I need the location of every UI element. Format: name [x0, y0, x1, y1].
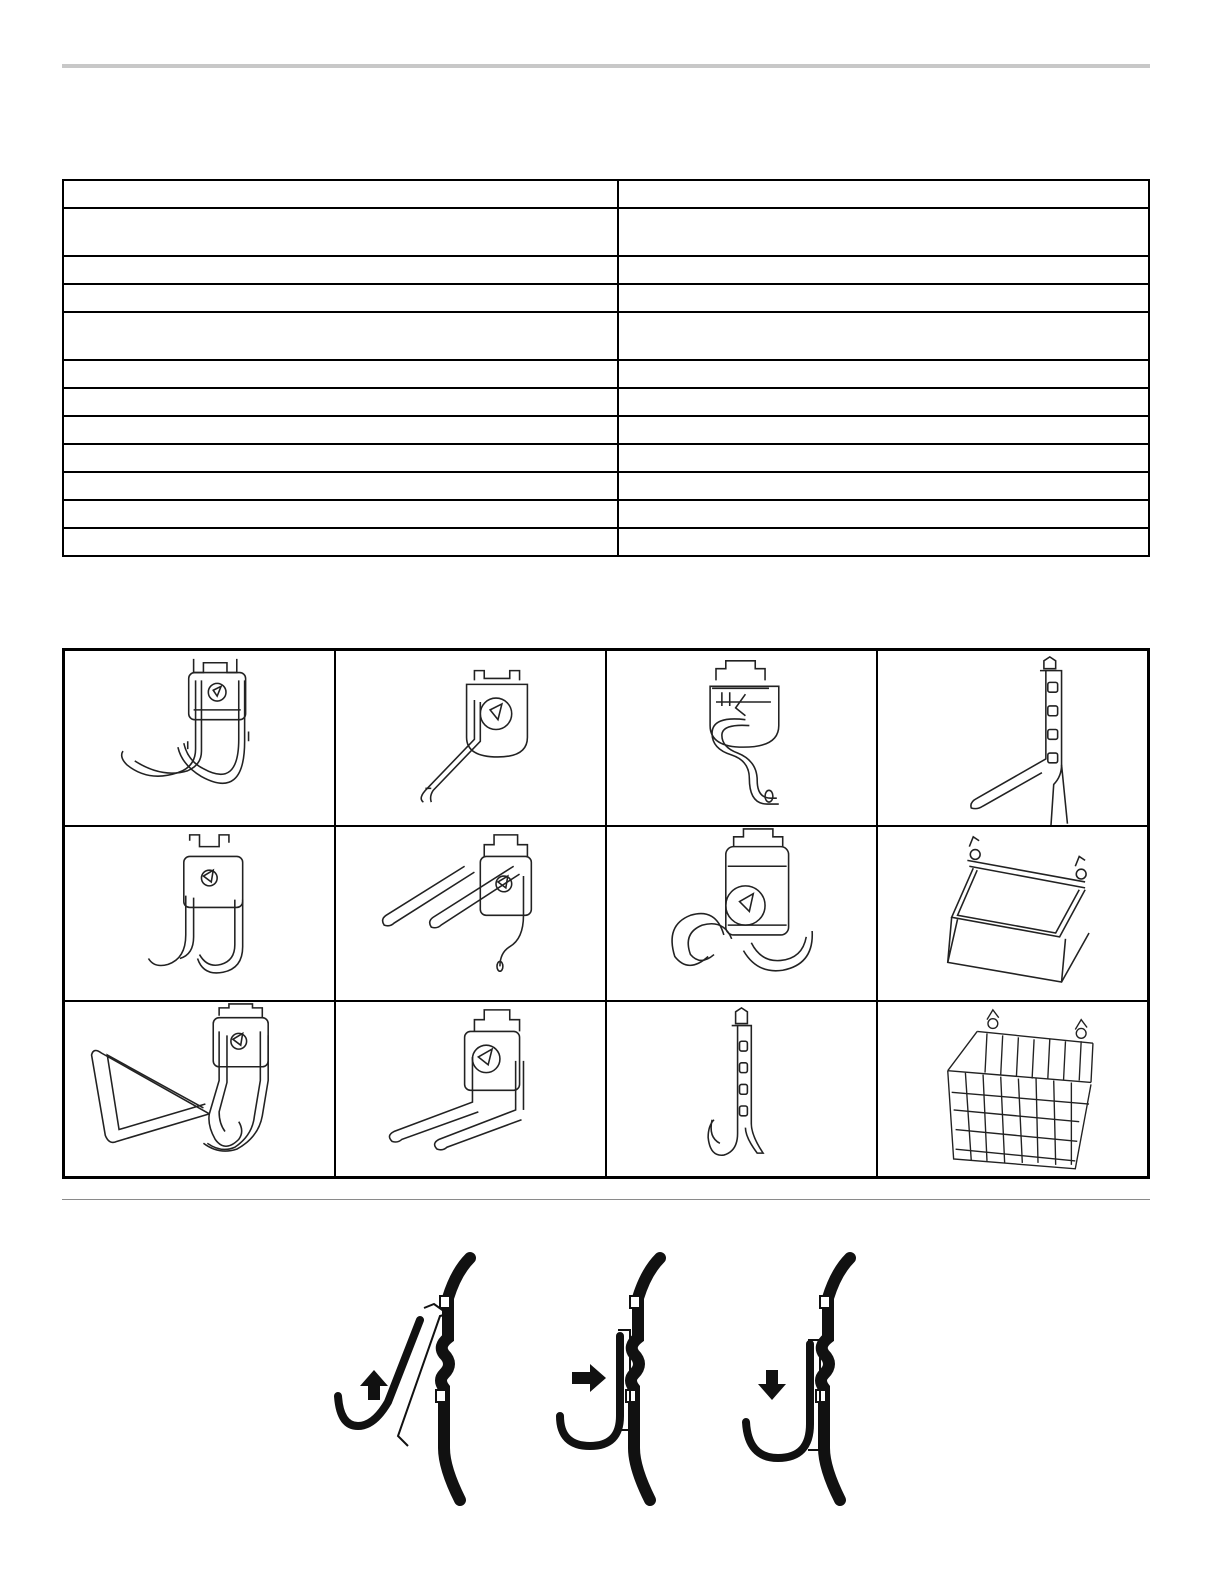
table-row — [63, 312, 1149, 360]
top-rule — [62, 64, 1150, 68]
table-cell — [618, 528, 1149, 556]
table-cell — [618, 500, 1149, 528]
table-cell — [63, 180, 618, 208]
push-in-step-icon — [560, 1258, 660, 1500]
table-cell — [63, 444, 618, 472]
accessory-cell — [64, 650, 335, 826]
small-double-hook-icon — [65, 827, 334, 1001]
wire-shelf-icon — [878, 827, 1147, 1001]
table-cell — [63, 256, 618, 284]
table-row — [63, 180, 1149, 208]
table-cell — [618, 444, 1149, 472]
j-hook-icon — [607, 827, 876, 1001]
table-cell — [63, 312, 618, 360]
accessory-cell — [877, 1001, 1148, 1177]
table-cell — [63, 360, 618, 388]
accessory-cell — [335, 650, 606, 826]
accessory-cell — [877, 826, 1148, 1002]
s-hook-icon — [607, 651, 876, 825]
accessory-cell — [877, 650, 1148, 826]
wire-basket-icon — [878, 1002, 1147, 1176]
double-utility-hook-icon — [65, 651, 334, 825]
table-cell — [618, 180, 1149, 208]
accessory-cell — [606, 1001, 877, 1177]
hose-holder-icon — [65, 1002, 334, 1176]
table-cell — [63, 500, 618, 528]
table-cell — [63, 388, 618, 416]
table-cell — [618, 284, 1149, 312]
table-cell — [618, 256, 1149, 284]
table-row — [63, 360, 1149, 388]
table-cell — [618, 472, 1149, 500]
table-cell — [618, 388, 1149, 416]
table-row — [63, 416, 1149, 444]
accessory-grid — [62, 648, 1150, 1179]
table-row — [63, 256, 1149, 284]
vertical-tool-holder-icon — [607, 1002, 876, 1176]
tilt-insert-step-icon — [338, 1258, 470, 1500]
table-cell — [63, 472, 618, 500]
installation-diagram — [320, 1250, 880, 1510]
table-cell — [618, 312, 1149, 360]
accessory-cell — [335, 826, 606, 1002]
table-row — [63, 500, 1149, 528]
installation-steps-icon — [320, 1250, 880, 1510]
table-cell — [63, 416, 618, 444]
table-cell — [63, 284, 618, 312]
table-row — [63, 528, 1149, 556]
multi-tool-bracket-icon — [878, 651, 1147, 825]
table-row — [63, 284, 1149, 312]
table-cell — [63, 528, 618, 556]
table-row — [63, 208, 1149, 256]
accessory-cell — [606, 650, 877, 826]
table-cell — [618, 208, 1149, 256]
dual-prong-hook-icon — [336, 827, 605, 1001]
table-cell — [63, 208, 618, 256]
table-row — [63, 444, 1149, 472]
accessory-cell — [64, 1001, 335, 1177]
section-divider — [62, 1199, 1150, 1200]
table-cell — [618, 360, 1149, 388]
table-row — [63, 472, 1149, 500]
spec-table — [62, 179, 1150, 557]
accessory-cell — [64, 826, 335, 1002]
accessory-cell — [606, 826, 877, 1002]
accessory-cell — [335, 1001, 606, 1177]
single-hook-icon — [336, 651, 605, 825]
table-row — [63, 388, 1149, 416]
table-cell — [618, 416, 1149, 444]
long-double-hook-icon — [336, 1002, 605, 1176]
lower-lock-step-icon — [746, 1258, 850, 1500]
